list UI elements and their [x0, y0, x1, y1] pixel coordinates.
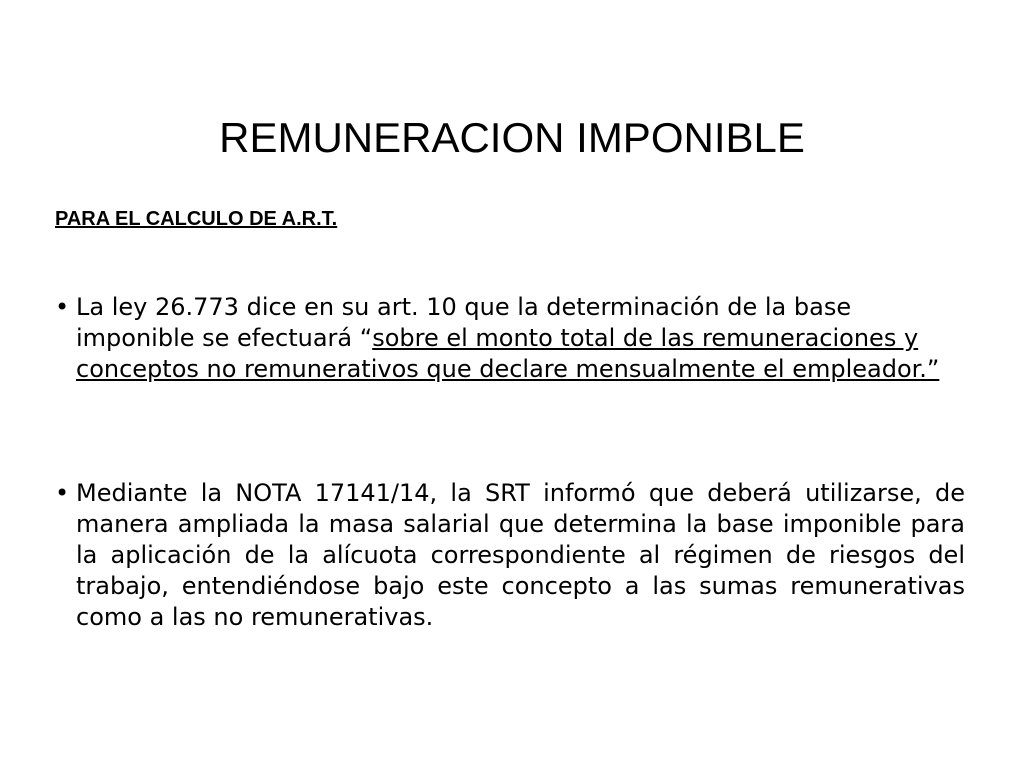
bullet-text-lead: La ley 26.773 dice en su art. 10 que la determinación de la base imponible se efectuará “	[76, 293, 852, 352]
bullet-dot-icon: •	[55, 293, 70, 321]
bullet-dot-icon: •	[55, 479, 70, 507]
bullet-item-ley	[55, 292, 965, 385]
bullet-text: Mediante la NOTA 17141/14, la SRT informó que deberá utilizarse, de manera ampliada la masa salarial que determina la base imponible para la aplicación de la alícuota correspondiente al régimen de riesgos del trabajo, entendiéndose bajo este concepto a las sumas remunerativas como a las no remunerativas.	[76, 479, 965, 631]
bullet-text	[76, 292, 965, 385]
bullet-text-underlined: sobre el monto total de las remuneraciones y conceptos no remunerativos que declare mensualmente el empleador.”	[76, 324, 940, 383]
slide-subtitle: PARA EL CALCULO DE A.R.T.	[55, 208, 338, 230]
slide-title: REMUNERACION IMPONIBLE	[219, 114, 805, 161]
bullet-item-nota	[55, 478, 965, 633]
